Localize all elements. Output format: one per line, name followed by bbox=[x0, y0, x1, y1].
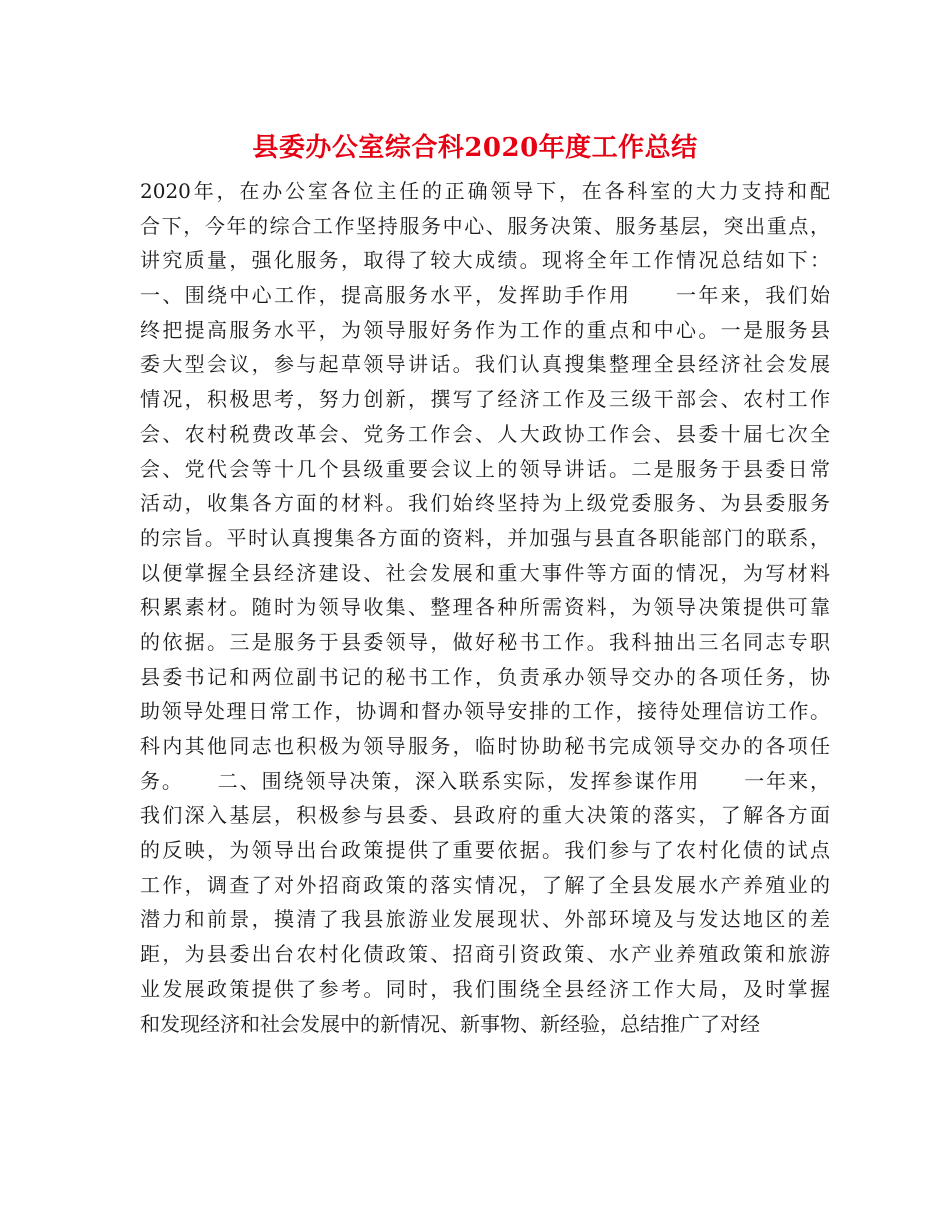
body-line: 讲究质量，强化服务，取得了较大成绩。现将全年工作情况总结如下： bbox=[140, 248, 830, 273]
body-line: 的依据。三是服务于县委领导，做好秘书工作。我科抽出三名同志专职 bbox=[140, 629, 830, 654]
body-line: 以便掌握全县经济建设、社会发展和重大事件等方面的情况，为写材料 bbox=[140, 560, 830, 585]
document-body bbox=[140, 174, 830, 1041]
body-line: 2020年，在办公室各位主任的正确领导下，在各科室的大力支持和配 bbox=[140, 179, 830, 203]
body-line: 科内其他同志也积极为领导服务，临时协助秘书完成领导交办的各项任 bbox=[140, 734, 830, 758]
body-line: 委大型会议，参与起草领导讲话。我们认真搜集整理全县经济社会发展 bbox=[140, 352, 830, 377]
body-line: 我们深入基层，积极参与县委、县政府的重大决策的落实，了解各方面 bbox=[140, 803, 830, 828]
body-line: 会、党代会等十几个县级重要会议上的领导讲话。二是服务于县委日常 bbox=[140, 456, 830, 481]
body-line: 会、农村税费改革会、党务工作会、人大政协工作会、县委十届七次全 bbox=[140, 421, 830, 446]
body-line: 一、围绕中心工作，提高服务水平，发挥助手作用 一年来，我们始 bbox=[140, 283, 830, 308]
body-line: 务。 二、围绕领导决策，深入联系实际，发挥参谋作用 一年来， bbox=[140, 768, 830, 793]
body-line: 情况，积极思考，努力创新，撰写了经济工作及三级干部会、农村工作 bbox=[140, 387, 830, 412]
document-title: 县委办公室综合科2020年度工作总结 bbox=[252, 133, 698, 163]
body-line: 助领导处理日常工作，协调和督办领导安排的工作，接待处理信访工作。 bbox=[140, 699, 830, 724]
body-line: 和发现经济和社会发展中的新情况、新事物、新经验，总结推广了对经 bbox=[140, 1011, 760, 1036]
body-line: 距，为县委出台农村化债政策、招商引资政策、水产业养殖政策和旅游 bbox=[140, 942, 830, 967]
body-line: 业发展政策提供了参考。同时，我们围绕全县经济工作大局，及时掌握 bbox=[140, 976, 830, 1001]
body-line: 潜力和前景，摸清了我县旅游业发展现状、外部环境及与发达地区的差 bbox=[140, 907, 830, 932]
body-line: 的反映，为领导出台政策提供了重要依据。我们参与了农村化债的试点 bbox=[140, 838, 830, 863]
body-line: 终把提高服务水平，为领导服好务作为工作的重点和中心。一是服务县 bbox=[140, 317, 830, 342]
body-line: 积累素材。随时为领导收集、整理各种所需资料，为领导决策提供可靠 bbox=[140, 595, 830, 620]
body-line: 县委书记和两位副书记的秘书工作，负责承办领导交办的各项任务，协 bbox=[140, 664, 830, 689]
body-line: 活动，收集各方面的材料。我们始终坚持为上级党委服务、为县委服务 bbox=[140, 491, 830, 516]
body-line: 的宗旨。平时认真搜集各方面的资料，并加强与县直各职能部门的联系， bbox=[140, 525, 830, 550]
body-line: 工作，调查了对外招商政策的落实情况，了解了全县发展水产养殖业的 bbox=[140, 872, 830, 897]
body-line: 合下，今年的综合工作坚持服务中心、服务决策、服务基层，突出重点， bbox=[140, 213, 830, 238]
